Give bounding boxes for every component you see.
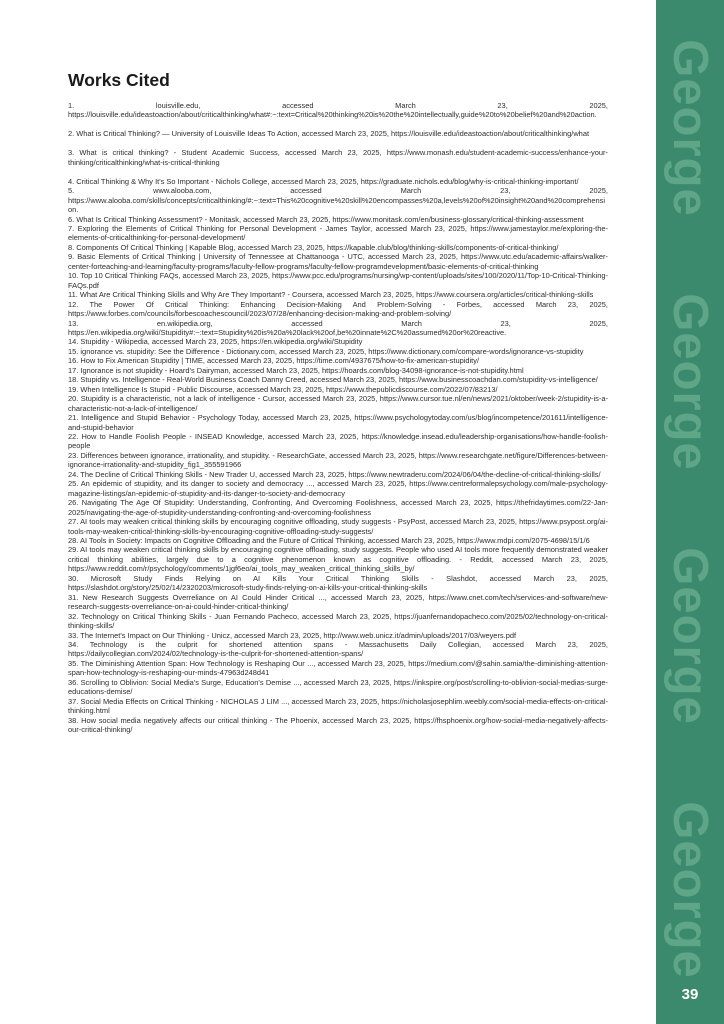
reference-item: 32. Technology on Critical Thinking Skills - Juan Fernando Pacheco, accessed March 23, 2025, https://juanfernandopacheco.com/2025/02/technology-on-critical-thinking-skills/ — [68, 611, 608, 631]
reference-item: 38. How social media negatively affects our critical thinking - The Phoenix, accessed March 23, 2025, https://fhsphoenix.org/how-social-media-negatively-affects-our-critical-thinking/ — [68, 715, 608, 735]
reference-item: 22. How to Handle Foolish People - INSEAD Knowledge, accessed March 23, 2025, https://knowledge.insead.edu/leadership-organisations/how-handle-foolish-people — [68, 432, 608, 451]
reference-item: 34. Technology is the culprit for shortened attention spans - Massachusetts Daily Collegian, accessed March 23, 2025, https://dailycollegian.com/2024/02/technology-is-the-culprit-for-shortened-attention-spans/ — [68, 639, 608, 659]
reference-item: 18. Stupidity vs. Intelligence - Real-World Business Coach Danny Creed, accessed March 23, 2025, https://www.businesscoachdan.com/stupidity-vs-intelligence/ — [68, 375, 598, 385]
reference-list — [68, 101, 608, 735]
reference-item: 4. Critical Thinking & Why It's So Important - Nichols College, accessed March 23, 2025, https://graduate.nichols.edu/blog/why-is-critical-thinking-important/ — [68, 176, 579, 186]
brand-text: George — [663, 547, 717, 725]
reference-item: 10. Top 10 Critical Thinking FAQs, accessed March 23, 2025, https://www.pcc.edu/programs/nursing/wp-content/uploads/sites/100/2020/11/Top-10-Critical-Thinking-FAQs.pdf — [68, 271, 608, 290]
reference-item: 36. Scrolling to Oblivion: Social Media's Surge, Education's Demise ..., accessed March 23, 2025, https://inkspire.org/post/scrolling-to-oblivion-social-medias-surge-educations-demise/ — [68, 677, 608, 697]
reference-item: 27. AI tools may weaken critical thinking skills by encouraging cognitive offloading, study suggests - PsyPost, accessed March 23, 2025, https://www.psypost.org/ai-tools-may-weaken-critical-thinking-skills-by-encouraging-cognitive-offloading-study-suggests/ — [68, 517, 608, 536]
reference-item: 25. An epidemic of stupidity, and its danger to society and democracy ..., accessed March 23, 2025, https://www.centreformalepsychology.com/male-psychology-magazine-listings/an-epidemic-of-stupidity-and-its-danger-to-society-and-democracy — [68, 479, 608, 498]
brand-sidebar — [656, 0, 724, 1024]
reference-item: 5. www.alooba.com, accessed March 23, 2025, https://www.alooba.com/skills/concepts/criticalthinking/#:~:text=This%20cognitive%20skill%20encompasses%20a,levels%20of%20insight%20and%20comprehension. — [68, 186, 608, 215]
reference-item: 21. Intelligence and Stupid Behavior - Psychology Today, accessed March 23, 2025, https://www.psychologytoday.com/us/blog/incompetence/201611/intelligence-and-stupid-behavior — [68, 413, 608, 432]
reference-item: 11. What Are Critical Thinking Skills and Why Are They Important? - Coursera, accessed March 23, 2025, https://www.coursera.org/articles/critical-thinking-skills — [68, 290, 594, 300]
brand-text: George — [663, 801, 717, 979]
reference-item: 14. Stupidity - Wikipedia, accessed March 23, 2025, https://en.wikipedia.org/wiki/Stupidity — [68, 337, 363, 347]
reference-item: 9. Basic Elements of Critical Thinking | University of Tennessee at Chattanooga - UTC, accessed March 23, 2025, https://www.utc.edu/academic-affairs/walker-center-forteaching-and-learning/faculty-programs/faculty-fellow-programs/faculty-fellow-programdevelopment/basic-elements-of-critical-thinking — [68, 252, 608, 271]
reference-item: 16. How to Fix American Stupidity | TIME, accessed March 23, 2025, https://time.com/4937675/how-to-fix-american-stupidity/ — [68, 356, 480, 366]
reference-item: 7. Exploring the Elements of Critical Thinking for Personal Development - James Taylor, accessed March 23, 2025, https://www.jamestaylor.me/exploring-the-elements-of-criticalthinking-for-personal-development/ — [68, 224, 608, 243]
reference-item: 12. The Power Of Critical Thinking: Enhancing Decision-Making And Problem-Solving - Forbes, accessed March 23, 2025, https://www.forbes.com/councils/forbescoachescouncil/2023/07/28/enhancing-decision-making-and-problem-solving/ — [68, 299, 608, 319]
reference-item: 33. The Internet's Impact on Our Thinking - Unicz, accessed March 23, 2025, http://www.web.unicz.it/admin/uploads/2017/03/weyers.pdf — [68, 630, 517, 640]
reference-item: 6. What Is Critical Thinking Assessment? - Monitask, accessed March 23, 2025, https://www.monitask.com/en/business-glossary/critical-thinking-assessment — [68, 214, 584, 224]
reference-item: 24. The Decline of Critical Thinking Skills - New Trader U, accessed March 23, 2025, https://www.newtraderu.com/2024/06/04/the-decline-of-critical-thinking-skills/ — [68, 469, 601, 479]
page-title: Works Cited — [68, 70, 170, 90]
reference-item: 29. AI tools may weaken critical thinking skills by encouraging cognitive offloading, study suggests. People who used AI tools more frequently demonstrated weaker critical thinking abilities, largely due to a cognitive phenomenon known as cognitive offloading. - Reddit, accessed March 23, 2025, https://www.reddit.com/r/psychology/comments/1jgf6eo/ai_tools_may_weaken_critical_thinking_skills_by/ — [68, 545, 608, 574]
page-number: 39 — [681, 986, 699, 1003]
reference-item: 3. What is critical thinking? - Student Academic Success, accessed March 23, 2025, https://www.monash.edu/student-academic-success/enhance-your-thinking/criticalthinking/what-is-critical-thinking — [68, 148, 608, 167]
reference-item: 28. AI Tools in Society: Impacts on Cognitive Offloading and the Future of Critical Thinking, accessed March 23, 2025, https://www.mdpi.com/2075-4698/15/1/6 — [68, 535, 590, 545]
reference-item: 37. Social Media Effects on Critical Thinking - NICHOLAS J LIM ..., accessed March 23, 2025, https://nicholasjosephlim.weebly.com/social-media-effects-on-critical-thinking.html — [68, 696, 608, 716]
reference-item: 15. ignorance vs. stupidity: See the Difference - Dictionary.com, accessed March 23, 2025, https://www.dictionary.com/compare-words/ignorance-vs-stupidity — [68, 346, 584, 356]
reference-item: 8. Components Of Critical Thinking | Kapable Blog, accessed March 23, 2025, https://kapable.club/blog/thinking-skills/components-of-critical-thinking/ — [68, 242, 559, 252]
reference-item: 20. Stupidity is a characteristic, not a lack of intelligence - Cursor, accessed March 23, 2025, https://www.cursor.tue.nl/en/news/2021/oktober/week-2/stupidity-is-a-characteristic-not-a-lack-of-intelligence/ — [68, 394, 608, 413]
brand-text: George — [663, 39, 717, 217]
reference-item: 35. The Diminishing Attention Span: How Technology is Reshaping Our ..., accessed March 23, 2025, https://medium.com/@sahin.samia/the-diminishing-attention-span-how-technology-is-reshaping-our-minds-47963d248d41 — [68, 658, 608, 678]
reference-item: 1. louisville.edu, accessed March 23, 2025, https://louisville.edu/ideastoaction/about/criticalthinking/what#:~:text=Critical%20thinking%20is%20the%20intellectually,guide%20to%20belief%20and%20action. — [68, 101, 608, 120]
reference-item: 13. en.wikipedia.org, accessed March 23, 2025, https://en.wikipedia.org/wiki/Stupidity#:~:text=Stupidity%20is%20a%20lack%20of,be%20innate%2C%20assumed%20or%20reactive. — [68, 318, 608, 338]
reference-item: 23. Differences between ignorance, irrationality, and stupidity. - ResearchGate, accessed March 23, 2025, https://www.researchgate.net/figure/Differences-between-ignorance-irrationality-and-stupidity_fig1_355591966 — [68, 450, 608, 470]
reference-item: 17. Ignorance is not stupidity - Hoard's Dairyman, accessed March 23, 2025, https://hoards.com/blog-34098-ignorance-is-not-stupidity.html — [68, 365, 524, 375]
reference-item: 2. What is Critical Thinking? — University of Louisville Ideas To Action, accessed March 23, 2025, https://louisville.edu/ideastoaction/about/criticalthinking/what — [68, 129, 590, 139]
brand-text: George — [663, 293, 717, 471]
reference-item: 30. Microsoft Study Finds Relying on AI Kills Your Critical Thinking Skills - Slashdot, accessed March 23, 2025, https://slashdot.org/story/25/02/14/2320203/microsoft-study-finds-relying-on-ai-kills-your-critical-thinking-skills — [68, 573, 608, 593]
reference-item: 26. Navigating The Age Of Stupidity: Understanding, Confronting, And Overcoming Foolishness, accessed March 23, 2025, https://thefridaytimes.com/22-Jan-2025/navigating-the-age-of-stupidity-understanding-confronting-and-overcoming-foolishness — [68, 498, 608, 517]
reference-item: 31. New Research Suggests Overreliance on AI Could Hinder Critical ..., accessed March 23, 2025, https://www.cnet.com/tech/services-and-software/new-research-suggests-overreliance-on-ai-could-hinder-critical-thinking/ — [68, 592, 608, 612]
reference-item: 19. When Intelligence Is Stupid - Public Discourse, accessed March 23, 2025, https://www.thepublicdiscourse.com/2022/07/83213/ — [68, 384, 498, 394]
